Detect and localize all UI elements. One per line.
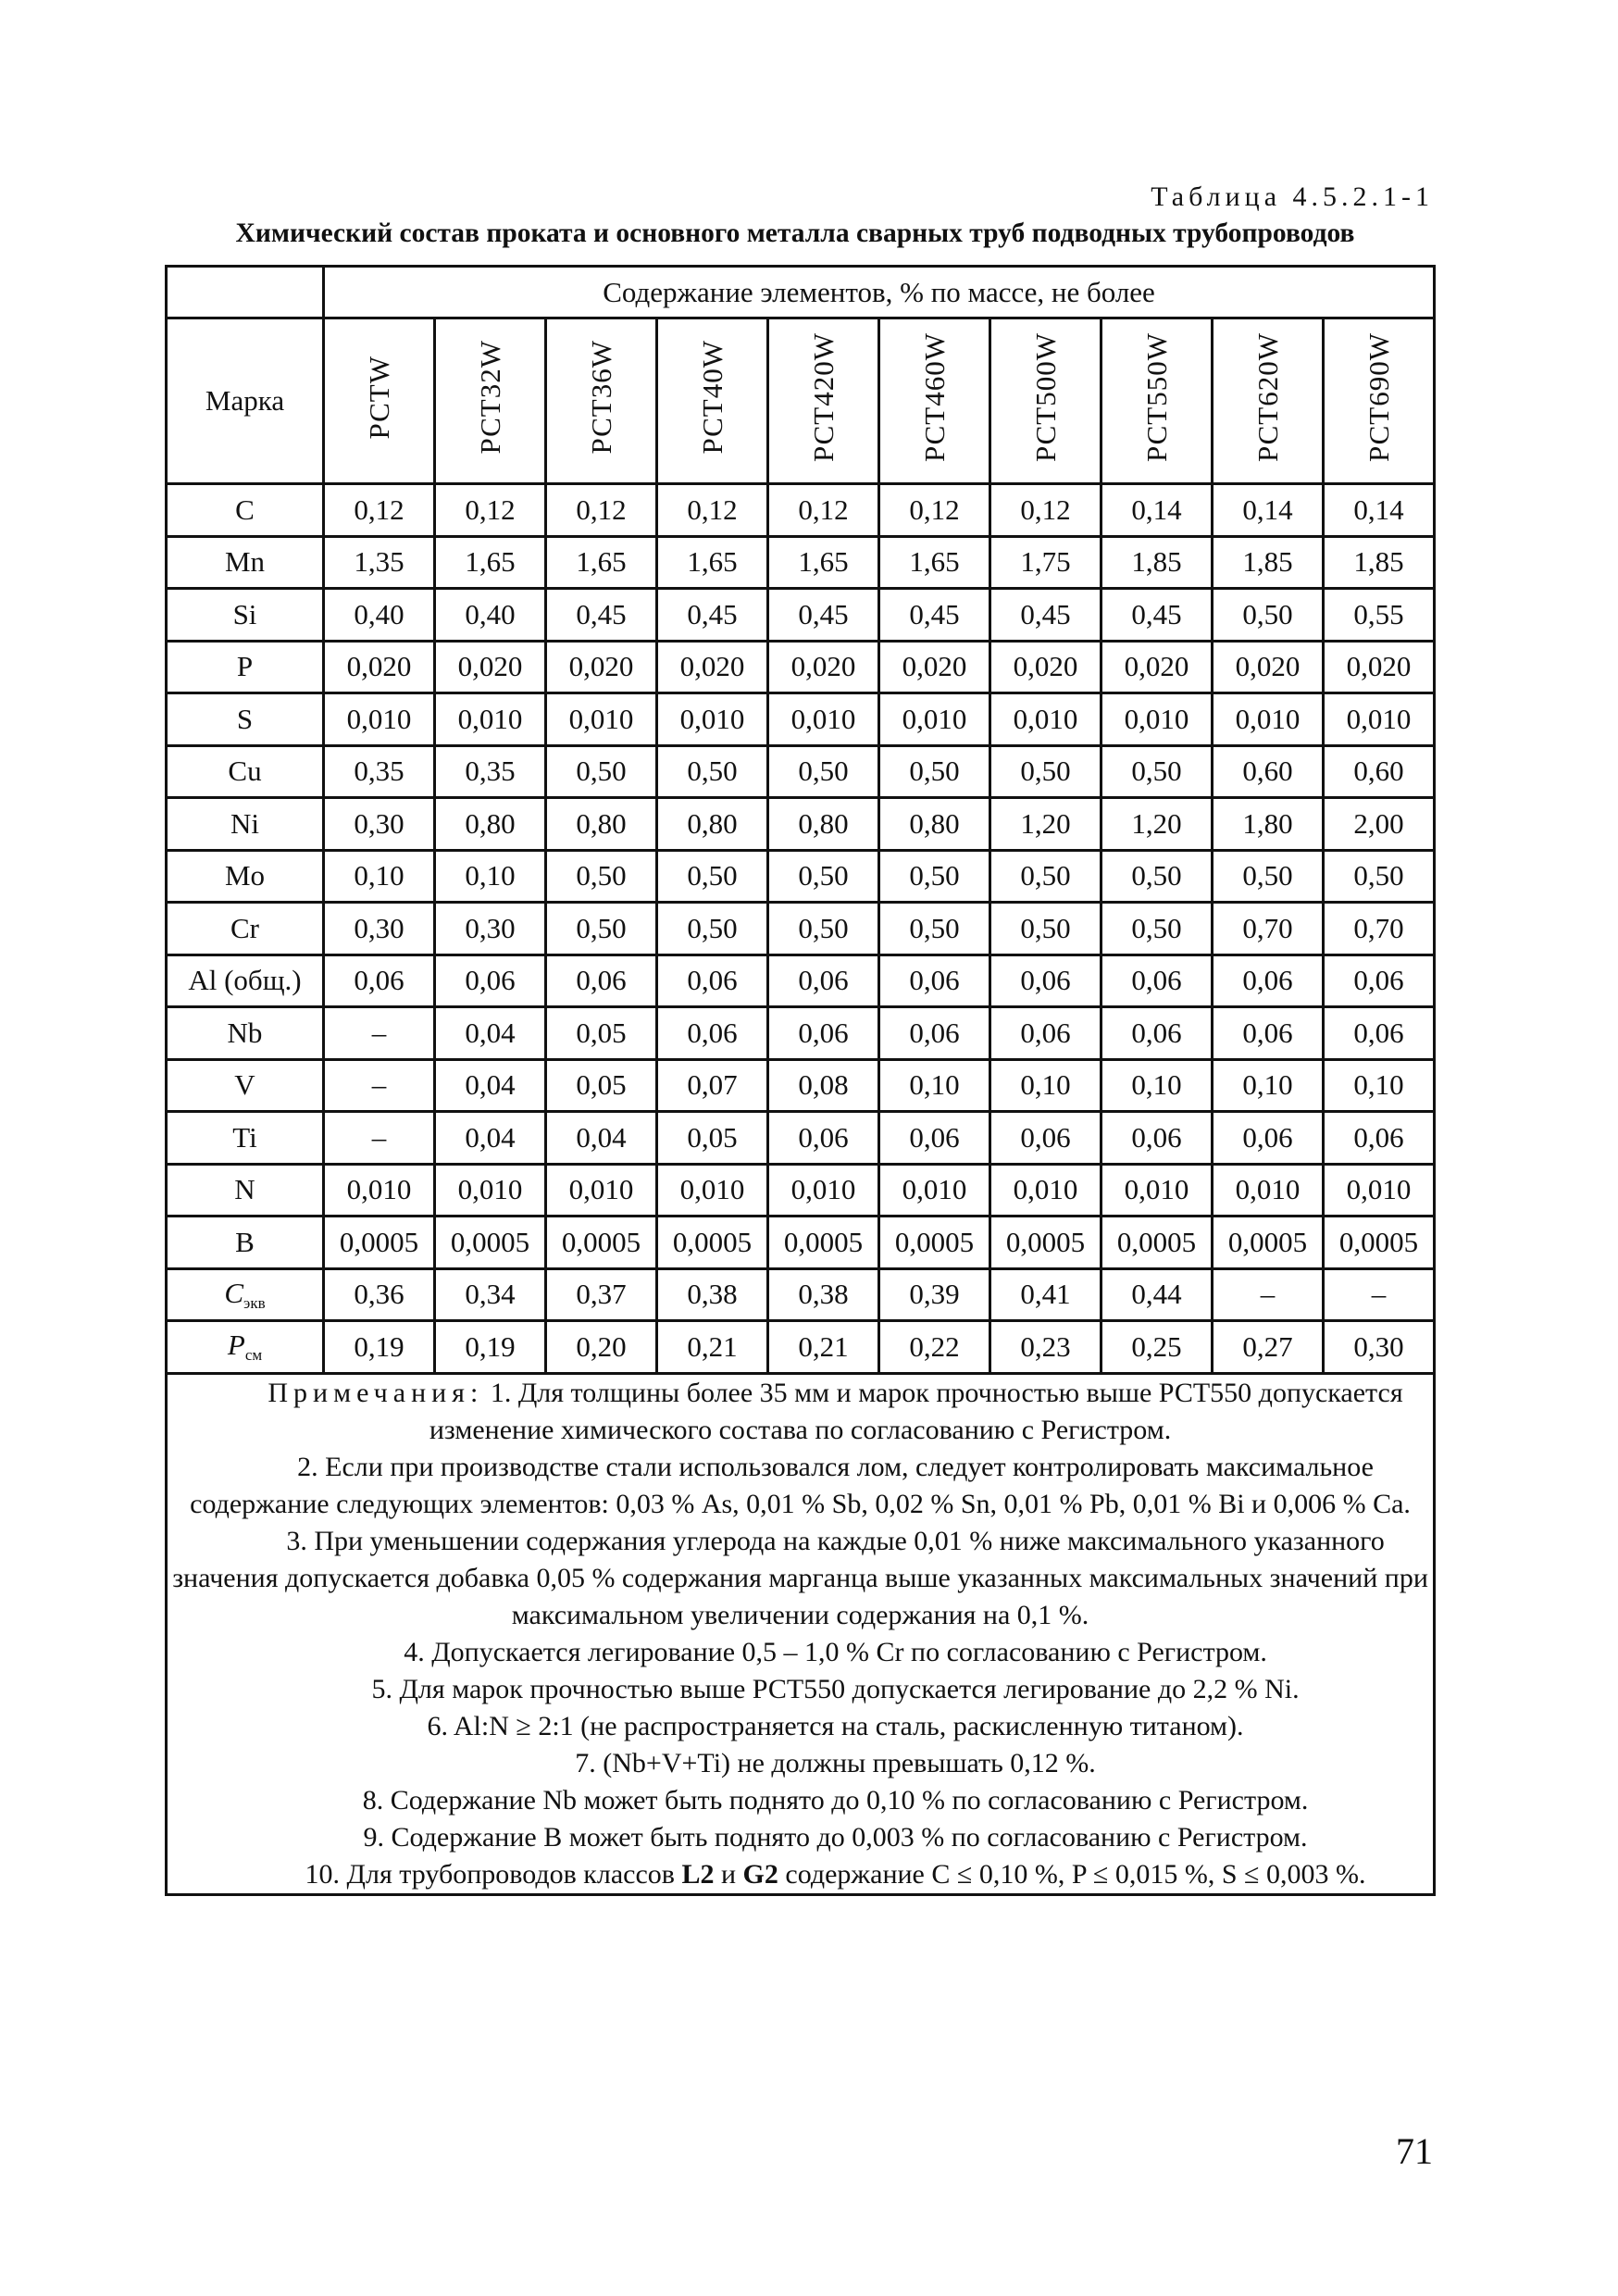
value-cell: 0,55	[1324, 589, 1435, 642]
element-cell: Nb	[167, 1007, 324, 1060]
element-cell: P	[167, 641, 324, 693]
value-cell: 0,12	[546, 484, 657, 537]
value-cell: 0,19	[324, 1321, 435, 1374]
grade-column-header: РСТ40W	[657, 318, 768, 484]
value-cell: 0,14	[1213, 484, 1324, 537]
ceq-label: $C_{экв}$	[167, 1268, 324, 1321]
pcm-label: $P_{см}$	[167, 1321, 324, 1374]
value-cell: 0,06	[1101, 955, 1213, 1007]
table-row	[167, 693, 1435, 746]
value-cell: 0,45	[879, 589, 990, 642]
table-title: Химический состав проката и основного металла сварных труб подводных трубопроводов	[235, 218, 1355, 248]
note-2: 2. Если при производстве стали использовался лом, следует контролировать максимальное содержание следующих элементов: 0,03 % As, 0,01 % Sb, 0,02 % Sn, 0,01 % Pb, 0,01 % Bi и 0,006 % Ca.	[190, 1451, 1411, 1519]
value-cell: 0,19	[435, 1321, 546, 1374]
table-row	[167, 798, 1435, 851]
value-cell: 0,50	[990, 903, 1101, 955]
table-row	[167, 1059, 1435, 1112]
value-cell: 0,30	[324, 903, 435, 955]
value-cell: 0,06	[435, 955, 546, 1007]
grade-column-header: РСТ36W	[546, 318, 657, 484]
element-cell: B	[167, 1217, 324, 1269]
value-cell: 0,06	[879, 1112, 990, 1165]
grade-column-header: РСТ420W	[768, 318, 879, 484]
element-cell: Mn	[167, 536, 324, 589]
grade-column-header: РСТ550W	[1101, 318, 1213, 484]
table-row	[167, 903, 1435, 955]
table-row	[167, 1217, 1435, 1269]
value-cell: 1,35	[324, 536, 435, 589]
value-cell: 0,50	[657, 903, 768, 955]
element-cell: Ti	[167, 1112, 324, 1165]
element-cell: V	[167, 1059, 324, 1112]
value-cell: 0,23	[990, 1321, 1101, 1374]
value-cell: 1,65	[657, 536, 768, 589]
value-cell: 0,80	[435, 798, 546, 851]
element-cell: Cu	[167, 745, 324, 798]
value-cell: 0,010	[879, 1164, 990, 1217]
grade-column-header: РСТW	[324, 318, 435, 484]
value-cell: 0,06	[1324, 1007, 1435, 1060]
value-cell: 0,06	[768, 955, 879, 1007]
value-cell: 0,020	[546, 641, 657, 693]
value-cell: 0,12	[768, 484, 879, 537]
value-cell: 0,38	[768, 1268, 879, 1321]
table-row	[167, 850, 1435, 903]
value-cell: 0,50	[990, 850, 1101, 903]
table-row	[167, 955, 1435, 1007]
value-cell: 0,0005	[1213, 1217, 1324, 1269]
value-cell: 0,50	[1213, 850, 1324, 903]
value-cell: –	[324, 1007, 435, 1060]
value-cell: 0,21	[768, 1321, 879, 1374]
value-cell: 0,020	[1101, 641, 1213, 693]
value-cell: 0,12	[879, 484, 990, 537]
value-cell: 0,010	[324, 693, 435, 746]
value-cell: 1,65	[879, 536, 990, 589]
value-cell: 0,020	[1213, 641, 1324, 693]
table-row	[167, 1112, 1435, 1165]
element-cell: N	[167, 1164, 324, 1217]
value-cell: 0,020	[1324, 641, 1435, 693]
grade-column-header: РСТ620W	[1213, 318, 1324, 484]
table-number: Таблица 4.5.2.1-1	[1151, 181, 1434, 212]
value-cell: 0,06	[1324, 1112, 1435, 1165]
value-cell: 0,0005	[1101, 1217, 1213, 1269]
value-cell: 0,06	[657, 1007, 768, 1060]
value-cell: 0,80	[879, 798, 990, 851]
value-cell: 0,04	[435, 1112, 546, 1165]
value-cell: 0,0005	[768, 1217, 879, 1269]
note-5: 5. Для марок прочностью выше РСТ550 допускается легирование до 2,2 % Ni.	[371, 1673, 1300, 1704]
value-cell: 0,010	[990, 1164, 1101, 1217]
value-cell: 0,020	[435, 641, 546, 693]
value-cell: 0,45	[1101, 589, 1213, 642]
value-cell: 0,010	[1101, 1164, 1213, 1217]
value-cell: 0,010	[879, 693, 990, 746]
grade-column-header: РСТ690W	[1324, 318, 1435, 484]
value-cell: 0,0005	[990, 1217, 1101, 1269]
value-cell: 0,010	[1213, 1164, 1324, 1217]
value-cell: 0,06	[657, 955, 768, 1007]
table-row	[167, 641, 1435, 693]
value-cell: 0,10	[1213, 1059, 1324, 1112]
value-cell: 1,85	[1324, 536, 1435, 589]
value-cell: 0,12	[990, 484, 1101, 537]
value-cell: 0,60	[1324, 745, 1435, 798]
table-row	[167, 484, 1435, 537]
grade-column-header: РСТ32W	[435, 318, 546, 484]
value-cell: 0,34	[435, 1268, 546, 1321]
value-cell: 0,06	[1101, 1007, 1213, 1060]
value-cell: 0,36	[324, 1268, 435, 1321]
value-cell: 0,010	[657, 1164, 768, 1217]
value-cell: 1,65	[546, 536, 657, 589]
value-cell: 0,39	[879, 1268, 990, 1321]
value-cell: 0,05	[546, 1007, 657, 1060]
value-cell: 0,010	[435, 1164, 546, 1217]
value-cell: 0,50	[879, 903, 990, 955]
value-cell: 0,50	[990, 745, 1101, 798]
value-cell: 0,010	[546, 693, 657, 746]
value-cell: 0,020	[990, 641, 1101, 693]
value-cell: 1,85	[1101, 536, 1213, 589]
header-empty-cell	[167, 267, 324, 318]
value-cell: 0,14	[1324, 484, 1435, 537]
value-cell: 0,45	[546, 589, 657, 642]
value-cell: 0,50	[768, 903, 879, 955]
value-cell: 0,50	[546, 903, 657, 955]
table-row	[167, 536, 1435, 589]
note-4: 4. Допускается легирование 0,5 – 1,0 % Cr по согласованию с Регистром.	[404, 1636, 1267, 1667]
value-cell: 0,010	[1324, 693, 1435, 746]
table-row	[167, 1164, 1435, 1217]
value-cell: 0,35	[324, 745, 435, 798]
note-8: 8. Содержание Nb может быть поднято до 0,10 % по согласованию с Регистром.	[362, 1784, 1309, 1816]
value-cell: –	[324, 1059, 435, 1112]
value-cell: 0,37	[546, 1268, 657, 1321]
value-cell: 0,06	[546, 955, 657, 1007]
value-cell: 0,06	[1213, 1112, 1324, 1165]
value-cell: 0,80	[657, 798, 768, 851]
value-cell: 1,75	[990, 536, 1101, 589]
value-cell: 0,50	[657, 850, 768, 903]
value-cell: 0,06	[990, 955, 1101, 1007]
grade-column-header: РСТ460W	[879, 318, 990, 484]
table-row	[167, 589, 1435, 642]
value-cell: 0,0005	[879, 1217, 990, 1269]
element-cell: Al (общ.)	[167, 955, 324, 1007]
value-cell: 0,70	[1324, 903, 1435, 955]
table-row	[167, 745, 1435, 798]
value-cell: 0,35	[435, 745, 546, 798]
value-cell: 0,010	[324, 1164, 435, 1217]
value-cell: 0,50	[1101, 745, 1213, 798]
value-cell: 0,020	[879, 641, 990, 693]
value-cell: 1,20	[1101, 798, 1213, 851]
value-cell: 0,0005	[546, 1217, 657, 1269]
element-cell: Cr	[167, 903, 324, 955]
value-cell: 0,45	[990, 589, 1101, 642]
note-3: 3. При уменьшении содержания углерода на каждые 0,01 % ниже максимального указанного значения допускается добавка 0,05 % содержания марганца выше указанных максимальных значений при максимальном увеличении содержания на 0,1 %.	[172, 1525, 1428, 1630]
value-cell: 0,30	[1324, 1321, 1435, 1374]
element-cell: Ni	[167, 798, 324, 851]
value-cell: –	[324, 1112, 435, 1165]
notes-block	[167, 1373, 1435, 1894]
element-cell: Si	[167, 589, 324, 642]
value-cell: 1,65	[435, 536, 546, 589]
value-cell: 0,10	[990, 1059, 1101, 1112]
page-number: 71	[1396, 2130, 1433, 2172]
value-cell: 0,06	[768, 1007, 879, 1060]
note-10: 10. Для трубопроводов классов L2 и G2 содержание C ≤ 0,10 %, P ≤ 0,015 %, S ≤ 0,003 %.	[305, 1858, 1366, 1890]
value-cell: 0,50	[879, 745, 990, 798]
value-cell: 0,08	[768, 1059, 879, 1112]
value-cell: –	[1324, 1268, 1435, 1321]
value-cell: 0,30	[435, 903, 546, 955]
value-cell: 0,50	[1101, 903, 1213, 955]
value-cell: 0,010	[990, 693, 1101, 746]
value-cell: 0,50	[657, 745, 768, 798]
value-cell: 0,010	[768, 1164, 879, 1217]
value-cell: 0,70	[1213, 903, 1324, 955]
value-cell: 0,10	[1101, 1059, 1213, 1112]
value-cell: 0,45	[657, 589, 768, 642]
value-cell: 0,010	[1101, 693, 1213, 746]
value-cell: 0,44	[1101, 1268, 1213, 1321]
value-cell: 0,06	[1324, 955, 1435, 1007]
value-cell: 0,07	[657, 1059, 768, 1112]
value-cell: 0,12	[657, 484, 768, 537]
value-cell: 0,45	[768, 589, 879, 642]
value-cell: 1,20	[990, 798, 1101, 851]
value-cell: 0,12	[324, 484, 435, 537]
value-cell: 1,80	[1213, 798, 1324, 851]
value-cell: 0,41	[990, 1268, 1101, 1321]
value-cell: 0,22	[879, 1321, 990, 1374]
value-cell: 0,04	[435, 1059, 546, 1112]
table-row	[167, 1321, 1435, 1374]
table-row	[167, 1007, 1435, 1060]
value-cell: 0,14	[1101, 484, 1213, 537]
table-row	[167, 1268, 1435, 1321]
value-cell: 0,21	[657, 1321, 768, 1374]
value-cell: 0,50	[1213, 589, 1324, 642]
value-cell: 0,06	[1213, 955, 1324, 1007]
note-6: 6. Al:N ≥ 2:1 (не распространяется на сталь, раскисленную титаном).	[427, 1710, 1244, 1741]
value-cell: 0,0005	[435, 1217, 546, 1269]
value-cell: 0,30	[324, 798, 435, 851]
value-cell: 0,05	[546, 1059, 657, 1112]
value-cell: 0,06	[990, 1112, 1101, 1165]
value-cell: 0,06	[879, 955, 990, 1007]
element-cell: S	[167, 693, 324, 746]
value-cell: 0,06	[879, 1007, 990, 1060]
value-cell: 0,38	[657, 1268, 768, 1321]
value-cell: 0,020	[657, 641, 768, 693]
value-cell: 0,010	[768, 693, 879, 746]
value-cell: 0,05	[657, 1112, 768, 1165]
value-cell: 0,40	[324, 589, 435, 642]
value-cell: 0,010	[1213, 693, 1324, 746]
value-cell: 2,00	[1324, 798, 1435, 851]
value-cell: 0,50	[768, 850, 879, 903]
value-cell: 0,04	[435, 1007, 546, 1060]
value-cell: 0,010	[435, 693, 546, 746]
value-cell: 0,020	[768, 641, 879, 693]
element-cell: C	[167, 484, 324, 537]
note-1: Примечания: 1. Для толщины более 35 мм и марок прочностью выше РСТ550 допускается изменение химического состава по согласованию с Регистром.	[268, 1377, 1403, 1445]
value-cell: 0,12	[435, 484, 546, 537]
value-cell: 0,06	[1101, 1112, 1213, 1165]
value-cell: 0,60	[1213, 745, 1324, 798]
value-cell: 0,10	[324, 850, 435, 903]
value-cell: 0,10	[435, 850, 546, 903]
value-cell: 0,04	[546, 1112, 657, 1165]
notes-heading: Примечания:	[268, 1377, 484, 1408]
value-cell: 1,85	[1213, 536, 1324, 589]
group-header: Содержание элементов, % по массе, не более	[324, 267, 1435, 318]
value-cell: 0,40	[435, 589, 546, 642]
value-cell: 0,010	[546, 1164, 657, 1217]
value-cell: 0,0005	[324, 1217, 435, 1269]
note-7: 7. (Nb+V+Ti) не должны превышать 0,12 %.	[575, 1747, 1096, 1778]
value-cell: 0,50	[1101, 850, 1213, 903]
value-cell: 0,25	[1101, 1321, 1213, 1374]
value-cell: 0,010	[1324, 1164, 1435, 1217]
value-cell: 0,50	[546, 850, 657, 903]
value-cell: 0,06	[768, 1112, 879, 1165]
value-cell: 0,50	[768, 745, 879, 798]
value-cell: 0,50	[879, 850, 990, 903]
value-cell: 0,20	[546, 1321, 657, 1374]
value-cell: 0,0005	[1324, 1217, 1435, 1269]
element-cell: Mo	[167, 850, 324, 903]
value-cell: 0,06	[990, 1007, 1101, 1060]
value-cell: 0,50	[1324, 850, 1435, 903]
value-cell: 0,27	[1213, 1321, 1324, 1374]
note-9: 9. Содержание B может быть поднято до 0,003 % по согласованию с Регистром.	[363, 1821, 1308, 1853]
value-cell: 0,80	[546, 798, 657, 851]
grade-column-header: РСТ500W	[990, 318, 1101, 484]
value-cell: 0,10	[1324, 1059, 1435, 1112]
value-cell: 0,06	[324, 955, 435, 1007]
value-cell: 0,0005	[657, 1217, 768, 1269]
value-cell: 0,020	[324, 641, 435, 693]
value-cell: 0,06	[1213, 1007, 1324, 1060]
grade-header: Марка	[167, 318, 324, 484]
value-cell: 0,10	[879, 1059, 990, 1112]
value-cell: 1,65	[768, 536, 879, 589]
value-cell: –	[1213, 1268, 1324, 1321]
composition-table	[165, 265, 1436, 1896]
value-cell: 0,50	[546, 745, 657, 798]
value-cell: 0,010	[657, 693, 768, 746]
value-cell: 0,80	[768, 798, 879, 851]
